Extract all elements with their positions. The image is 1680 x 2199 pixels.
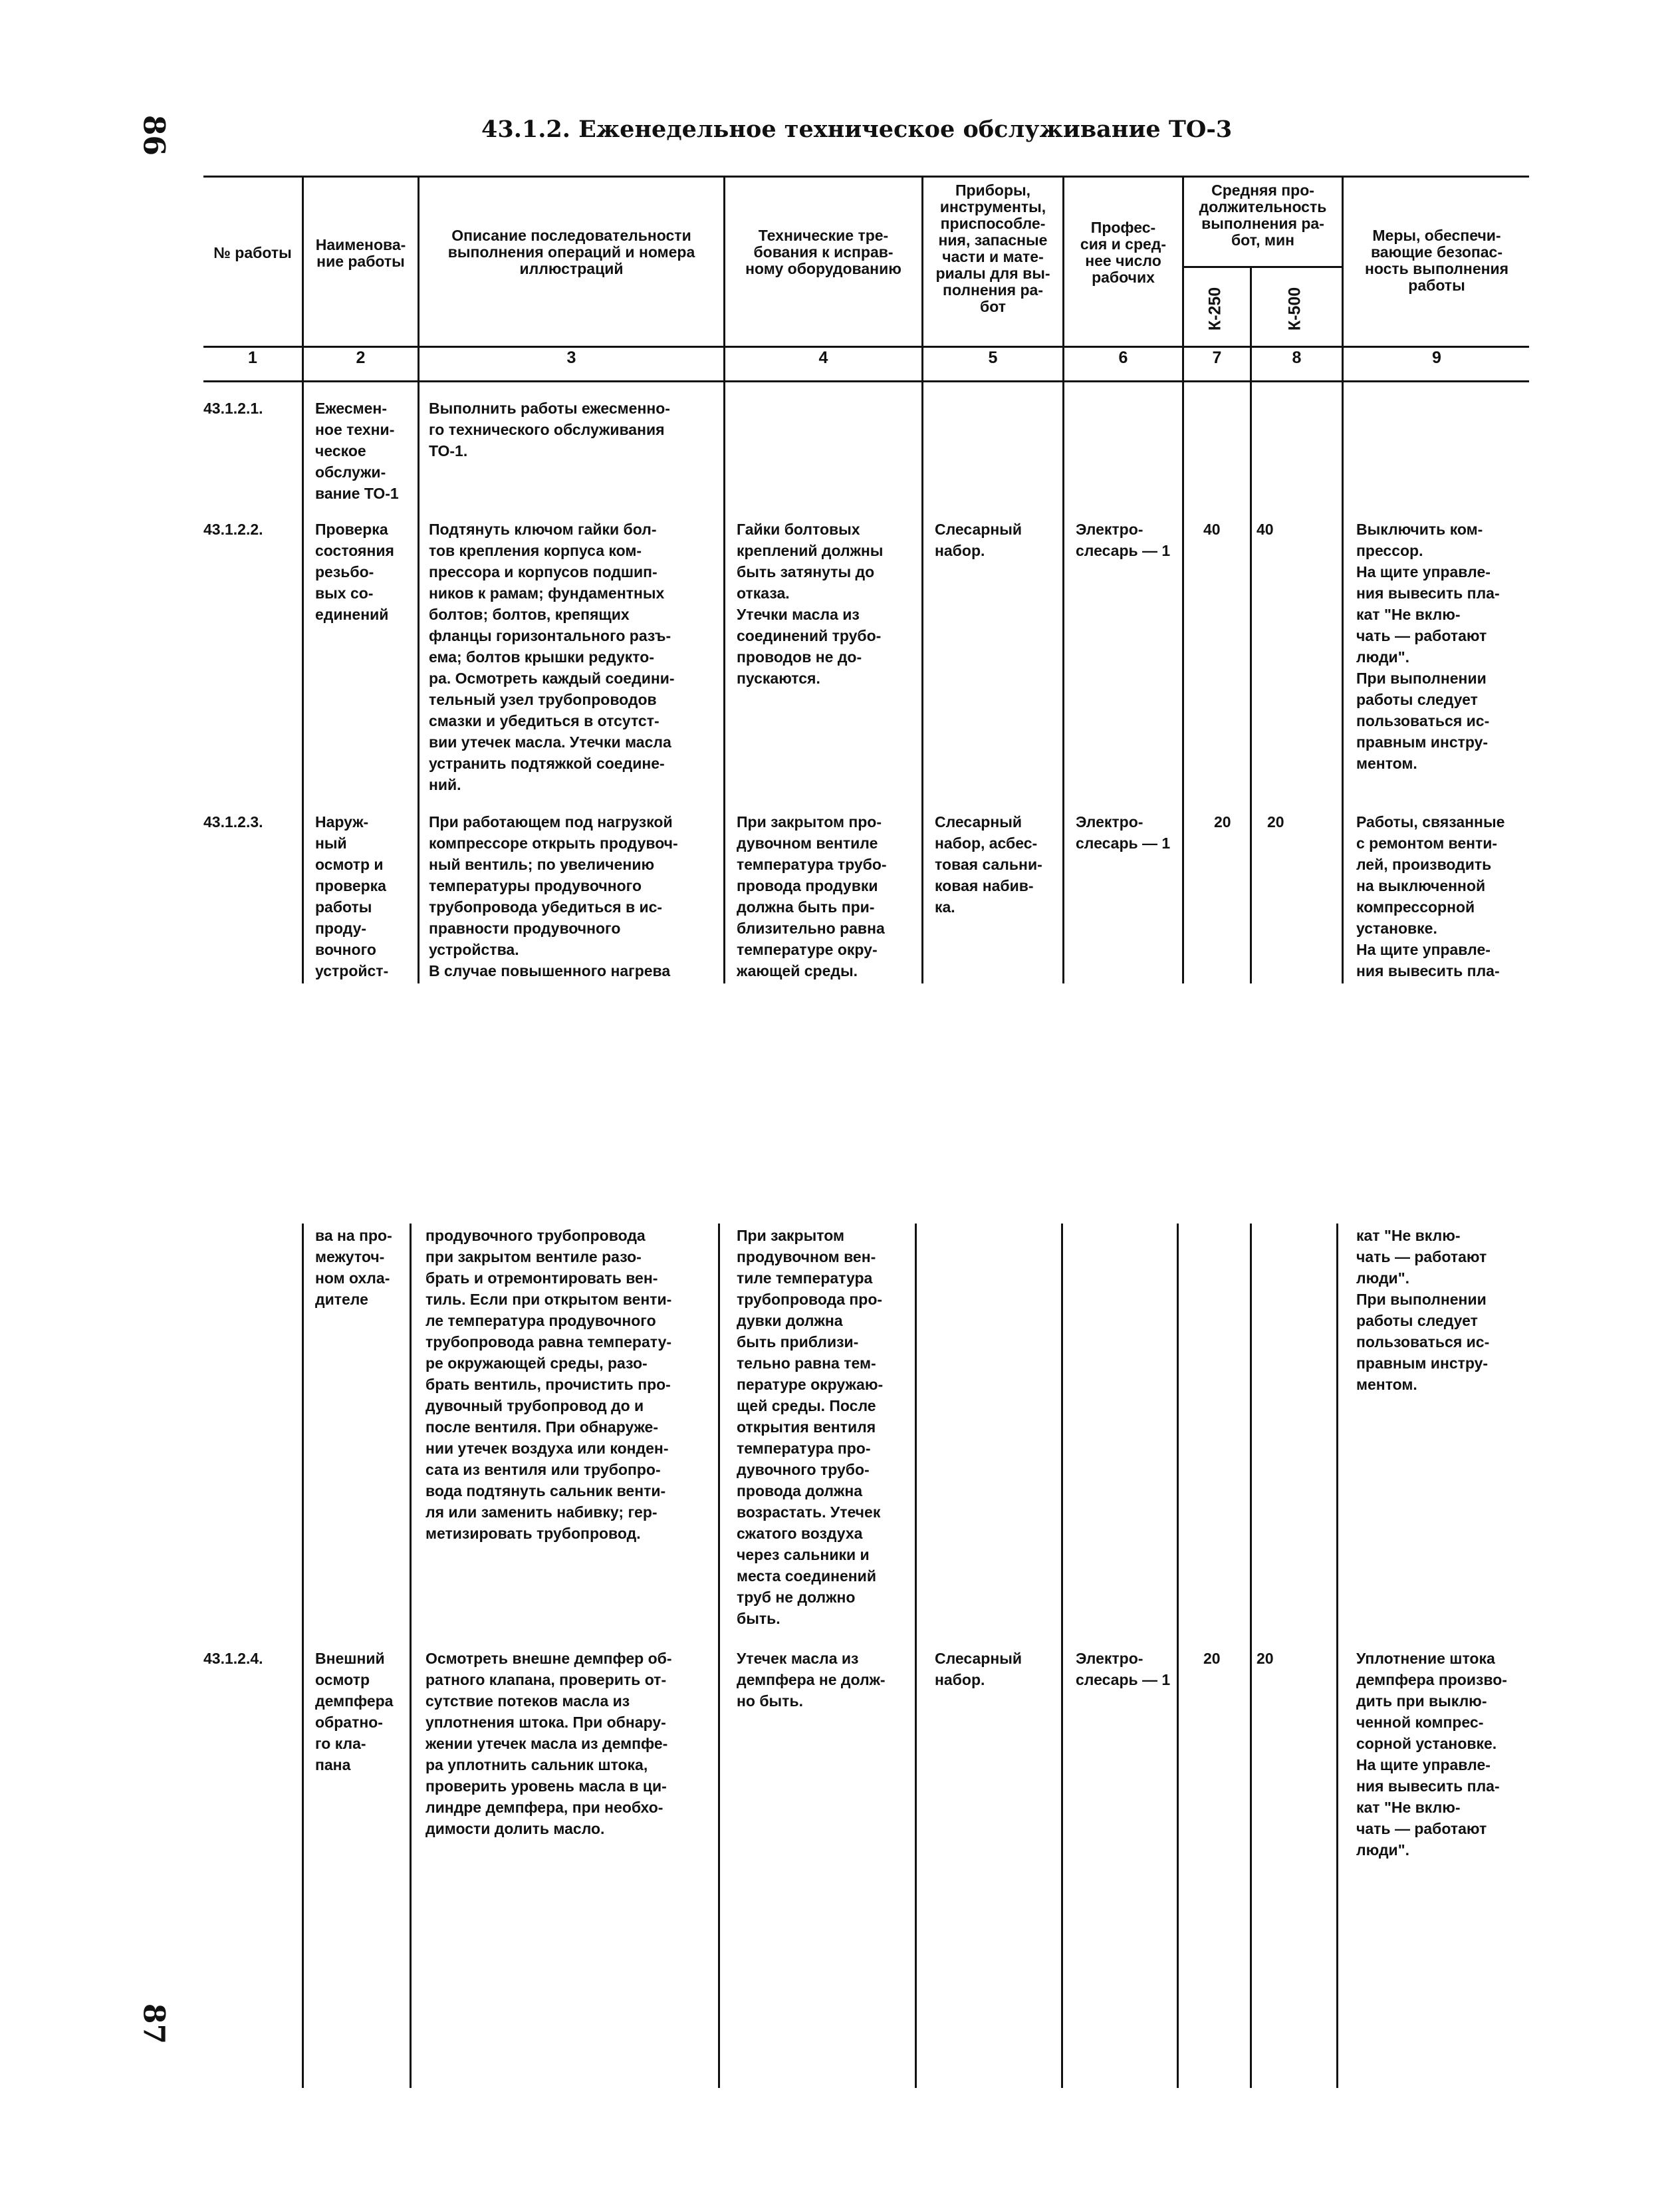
row-k500: 40 bbox=[1257, 521, 1274, 538]
row-safety: Уплотнение штока демпфера произво- дить при выклю- ченной компрес- сорной установке. На щите управле- ния вывесить пла- кат "Не вклю- чать — работают люди". bbox=[1356, 1650, 1507, 1859]
row-tools: Слесарный набор, асбес- товая сальни- ковая набив- ка. bbox=[935, 813, 1042, 916]
page-number-bottom: 87 bbox=[136, 2003, 171, 2045]
col-divider bbox=[1061, 1224, 1063, 2088]
column-number: 7 bbox=[1212, 348, 1222, 367]
row-name: ва на про- межуточ- ном охла- дителе bbox=[315, 1227, 392, 1308]
col-divider bbox=[1336, 1224, 1338, 2088]
row-description: При работающем под нагрузкой компрессоре открыть продувоч- ный вентиль; по увеличению температуры продувочного трубопровода убедиться в ис- правности продувочного устройства. В случае повышенного нагрева bbox=[429, 813, 678, 979]
column-number: 8 bbox=[1292, 348, 1302, 367]
header-bottom-rule bbox=[203, 346, 1529, 348]
row-tools: Слесарный набор. bbox=[935, 521, 1022, 559]
header-safety: Меры, обеспечи- вающие безопас- ность выполнения работы bbox=[1364, 227, 1509, 294]
table-top-rule bbox=[203, 176, 1529, 178]
header-work-name: Наименова- ние работы bbox=[315, 236, 406, 270]
col-divider bbox=[1250, 266, 1252, 983]
header-profession: Профес- сия и сред- нее число рабочих bbox=[1080, 219, 1167, 286]
row-tools: Слесарный набор. bbox=[935, 1650, 1022, 1688]
duration-subheader-rule bbox=[1182, 266, 1342, 268]
row-number: 43.1.2.3. bbox=[203, 813, 263, 831]
row-safety: Выключить ком- прессор. На щите управле- ния вывесить пла- кат "Не вклю- чать — работают люди". При выполнении работы следует пользоваться ис- правным инстру- ментом. bbox=[1356, 521, 1500, 772]
column-number: 2 bbox=[356, 348, 366, 367]
col-divider bbox=[302, 1224, 304, 2088]
row-requirements: При закрытом про- дувочном вентиле температура трубо- провода продувки должна быть при- близительно равна температуре окру- жающей среды. bbox=[737, 813, 887, 979]
column-number: 9 bbox=[1432, 348, 1441, 367]
col-divider bbox=[410, 1224, 412, 2088]
col-divider bbox=[1062, 176, 1064, 983]
column-number: 5 bbox=[988, 348, 998, 367]
row-requirements: Утечек масла из демпфера не долж- но быть. bbox=[737, 1650, 886, 1710]
header-description: Описание последовательности выполнения операций и номера иллюстраций bbox=[447, 227, 695, 277]
row-description: Выполнить работы ежесменно- го технического обслуживания ТО-1. bbox=[429, 400, 670, 459]
column-number: 1 bbox=[248, 348, 257, 367]
row-name: Внешний осмотр демпфера обратно- го кла- пана bbox=[315, 1650, 394, 1773]
row-description: продувочного трубопровода при закрытом вентиле разо- брать и отремонтировать вен- тиль. Если при открытом венти- ле температура продувочного трубопровода равна температу- ре окружающей среды, разо- брать вентиль, прочистить про- дувочный трубопровод до и после вентиля. При обнаруже- нии утечек воздуха или конден- сата из вентиля или трубопро- вода подтянуть сальник венти- ля или заменить набивку; гер- метизировать трубопровод. bbox=[425, 1227, 672, 1542]
row-k500: 20 bbox=[1267, 813, 1284, 831]
col-divider bbox=[1250, 1224, 1252, 2088]
row-number: 43.1.2.2. bbox=[203, 521, 263, 538]
row-safety: кат "Не вклю- чать — работают люди". При выполнении работы следует пользоваться ис- правным инстру- ментом. bbox=[1356, 1227, 1490, 1393]
col-divider bbox=[718, 1224, 720, 2088]
row-requirements: Гайки болтовых креплений должны быть затянуты до отказа. Утечки масла из соединений трубо- проводов не до- пускаются. bbox=[737, 521, 884, 687]
col-divider bbox=[1182, 176, 1184, 983]
column-number: 6 bbox=[1118, 348, 1128, 367]
column-number: 4 bbox=[818, 348, 828, 367]
row-name: Ежесмен- ное техни- ческое обслужи- вание ТО-1 bbox=[315, 400, 399, 502]
row-name: Наруж- ный осмотр и проверка работы проду- вочного устройст- bbox=[315, 813, 389, 979]
header-tools: Приборы, инструменты, приспособле- ния, запасные части и мате- риалы для вы- полнения ра- бот bbox=[935, 182, 1050, 315]
row-profession: Электро- слесарь — 1 bbox=[1076, 1650, 1171, 1688]
row-description: Подтянуть ключом гайки бол- тов крепления корпуса ком- прессора и корпусов подшип- ников к рамам; фундаментных болтов; болтов, крепящих фланцы горизонтального разъ- ема; болтов крышки редукто- ра. Осмотреть каждый соедини- тельный узел трубопроводов смазки и убедиться в отсутст- вии утечек масла. Утечки масла устранить подтяжкой соедине- ний. bbox=[429, 521, 675, 793]
row-requirements: При закрытом продувочном вен- тиле температура трубопровода про- дувки должна быть приблизи- тельно равна тем- пературе окружаю- щей среды. После открытия вентиля температура про- дувочного трубо- провода должна возрастать. Утечек сжатого воздуха через сальники и места соединений труб не должно быть. bbox=[737, 1227, 884, 1627]
row-k250: 20 bbox=[1203, 1650, 1221, 1667]
page-number-top: 86 bbox=[136, 114, 171, 156]
col-divider bbox=[1342, 176, 1344, 983]
header-requirements: Технические тре- бования к исправ- ному оборудованию bbox=[745, 227, 901, 277]
page-title: 43.1.2. Еженедельное техническое обслуживание ТО-3 bbox=[481, 116, 1233, 143]
colnum-bottom-rule bbox=[203, 380, 1529, 382]
header-k500: К-500 bbox=[1285, 287, 1304, 331]
header-work-number: № работы bbox=[213, 244, 292, 261]
header-k250: К-250 bbox=[1205, 287, 1225, 331]
col-divider bbox=[723, 176, 725, 983]
col-divider bbox=[302, 176, 304, 983]
row-k500: 20 bbox=[1257, 1650, 1274, 1667]
header-duration: Средняя про- должительность выполнения ра- бот, мин bbox=[1199, 182, 1327, 249]
row-number: 43.1.2.4. bbox=[203, 1650, 263, 1667]
row-name: Проверка состояния резьбо- вых со- единений bbox=[315, 521, 394, 623]
col-divider bbox=[418, 176, 420, 983]
col-divider bbox=[1177, 1224, 1179, 2088]
row-k250: 20 bbox=[1214, 813, 1231, 831]
col-divider bbox=[915, 1224, 917, 2088]
column-number: 3 bbox=[566, 348, 576, 367]
row-description: Осмотреть внешне демпфер об- ратного клапана, проверить от- сутствие потеков масла из уплотнения штока. При обнару- жении утечек масла из демпфе- ра уплотнить сальник штока, проверить уровень масла в ци- линдре демпфера, при необхо- димости долить масло. bbox=[425, 1650, 672, 1837]
row-profession: Электро- слесарь — 1 bbox=[1076, 813, 1171, 852]
row-number: 43.1.2.1. bbox=[203, 400, 263, 417]
row-safety: Работы, связанные с ремонтом венти- лей, производить на выключенной компрессорной установке. На щите управле- ния вывесить пла- bbox=[1356, 813, 1505, 979]
row-k250: 40 bbox=[1203, 521, 1221, 538]
row-profession: Электро- слесарь — 1 bbox=[1076, 521, 1171, 559]
